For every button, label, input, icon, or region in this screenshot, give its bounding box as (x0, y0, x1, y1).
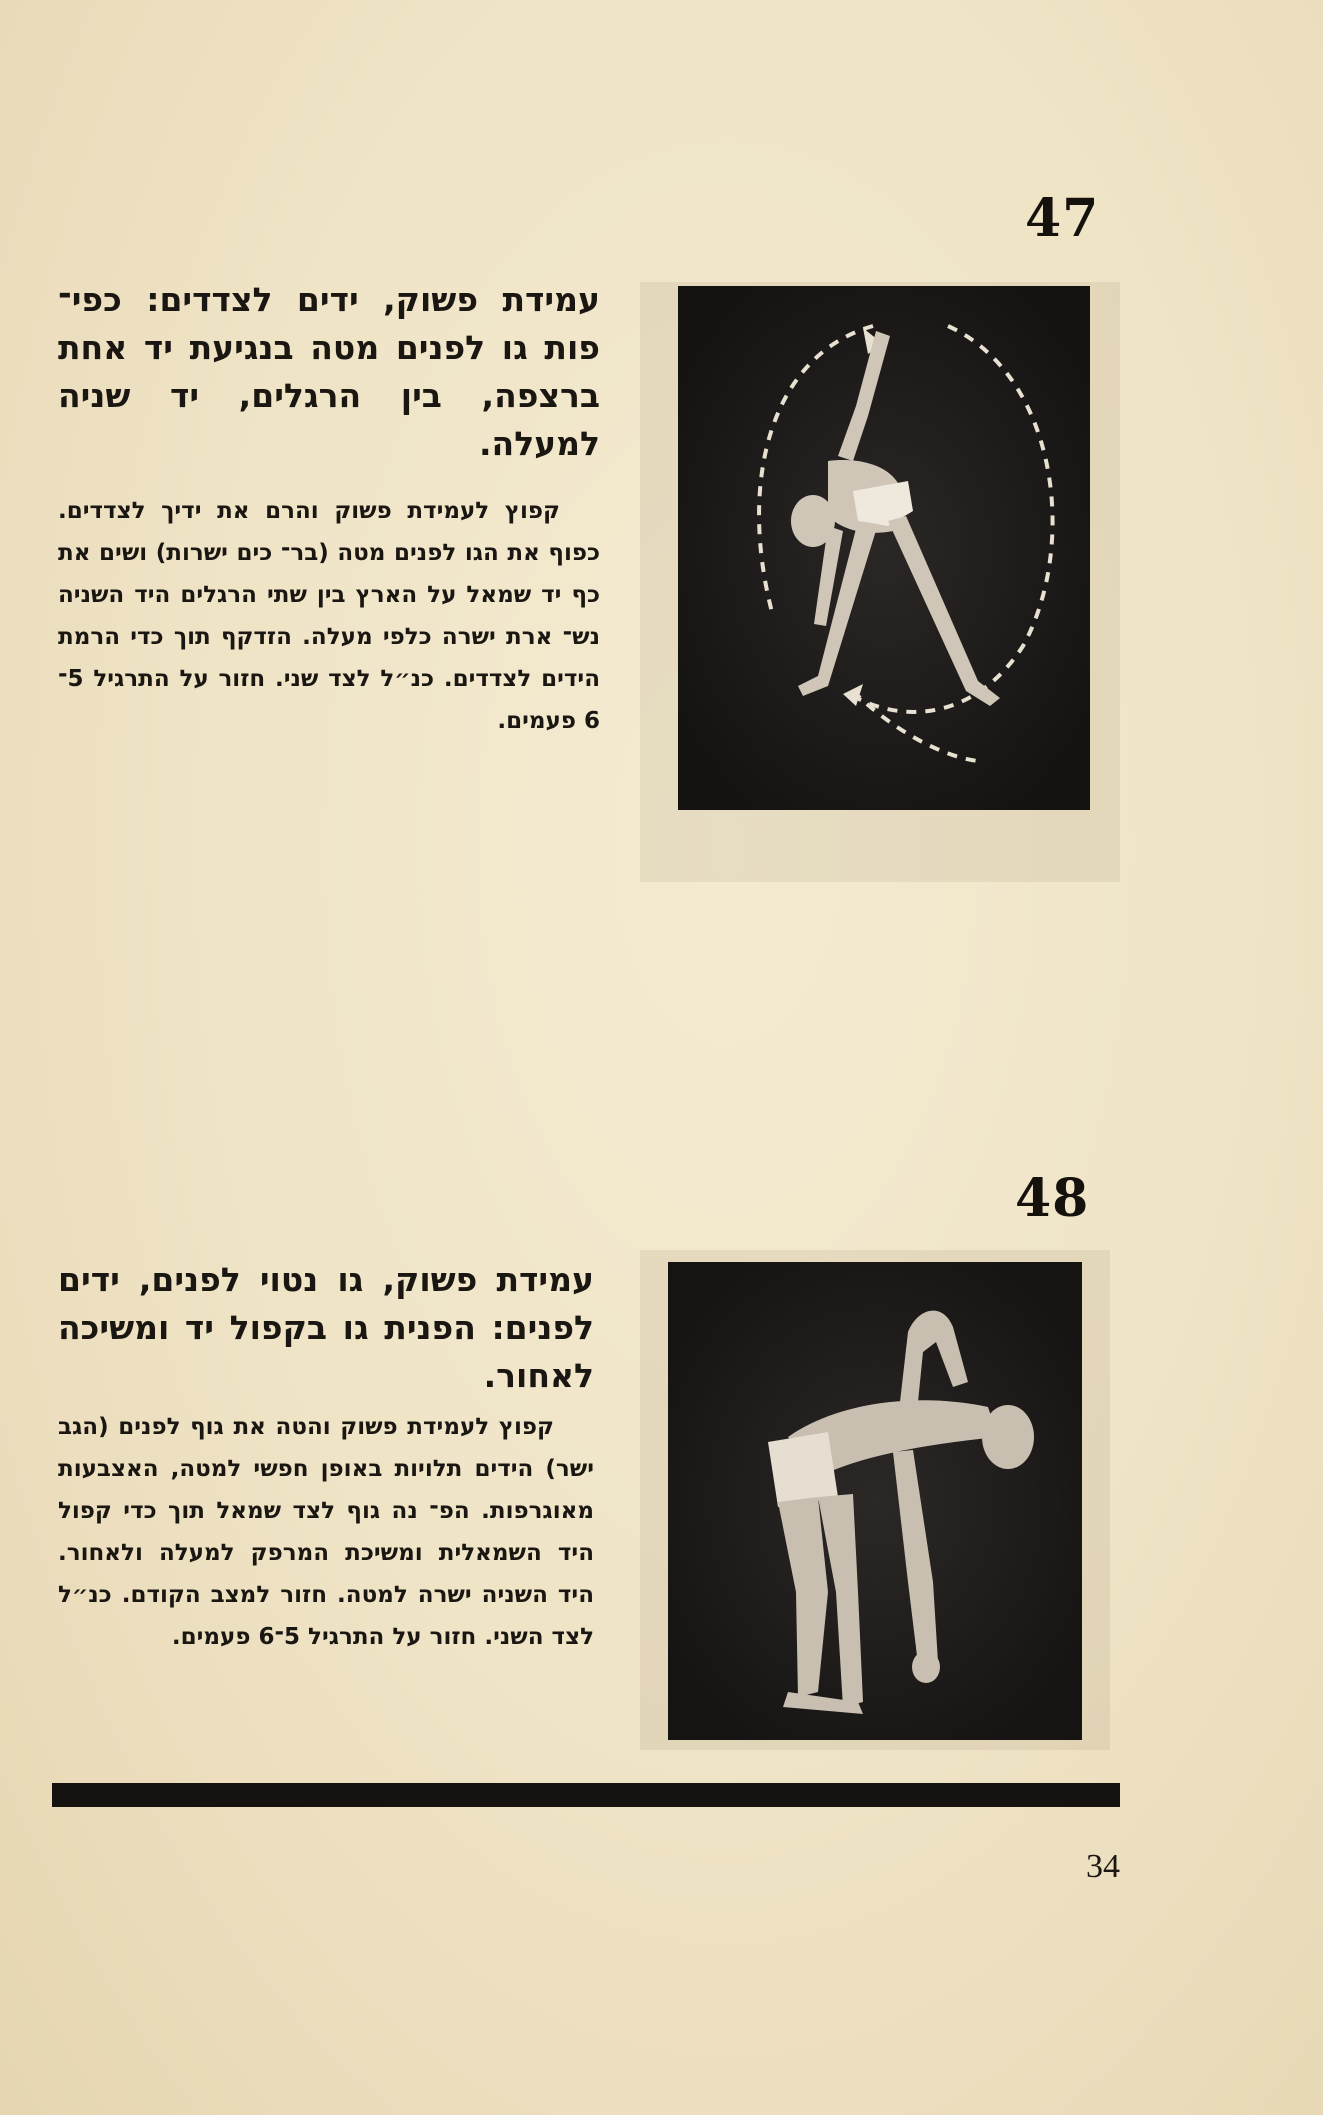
exercise-47-text (58, 276, 600, 742)
exercise-47-description: קפוץ לעמידת פשוק והרם את ידיך לצדדים. כפוף את הגו לפנים מטה (בר־ כים ישרות) ושים את כף יד שמאל על הארץ בין שתי הרגלים היד השניה נש־ ארת ישרה כלפי מעלה. הזדקף תוך כדי הרמת הידים לצדדים. כנ״ל לצד שני. חזור על התרגיל 5־6 פעמים. (58, 498, 600, 734)
exercise-48-description: קפוץ לעמידת פשוק והטה את גוף לפנים (הגב ישר) הידים תלויות באופן חפשי למטה, האצבעות מאוגרפות. הפ־ נה גוף לצד שמאל תוך כדי קפול היד השמאלית ומשיכת המרפק למעלה ולאחור. היד השניה ישרה למטה. חזור למצב הקודם. כנ״ל לצד השני. חזור על התרגיל 5־6 פעמים. (58, 1414, 594, 1650)
page-number: 34 (1086, 1848, 1120, 1885)
exercise-48-text (58, 1256, 594, 1658)
exercise-number-48: 48 (1015, 1168, 1090, 1229)
exercise-48-photo (668, 1262, 1082, 1740)
figure-side-bend-icon (678, 286, 1090, 810)
exercise-47-photo (678, 286, 1090, 810)
bottom-rule (52, 1783, 1120, 1807)
exercise-48-heading: עמידת פשוק, גו נטוי לפנים, ידים לפנים: הפנית גו בקפול יד ומשיכה לאחור. (58, 1260, 594, 1395)
figure-forward-bend-icon (668, 1262, 1082, 1740)
exercise-number-47: 47 (1025, 188, 1100, 249)
exercise-47-heading: עמידת פשוק, ידים לצדדים: כפי־ פות גו לפנים מטה בנגיעת יד אחת ברצפה, בין הרגלים, יד שניה למעלה. (58, 280, 600, 463)
